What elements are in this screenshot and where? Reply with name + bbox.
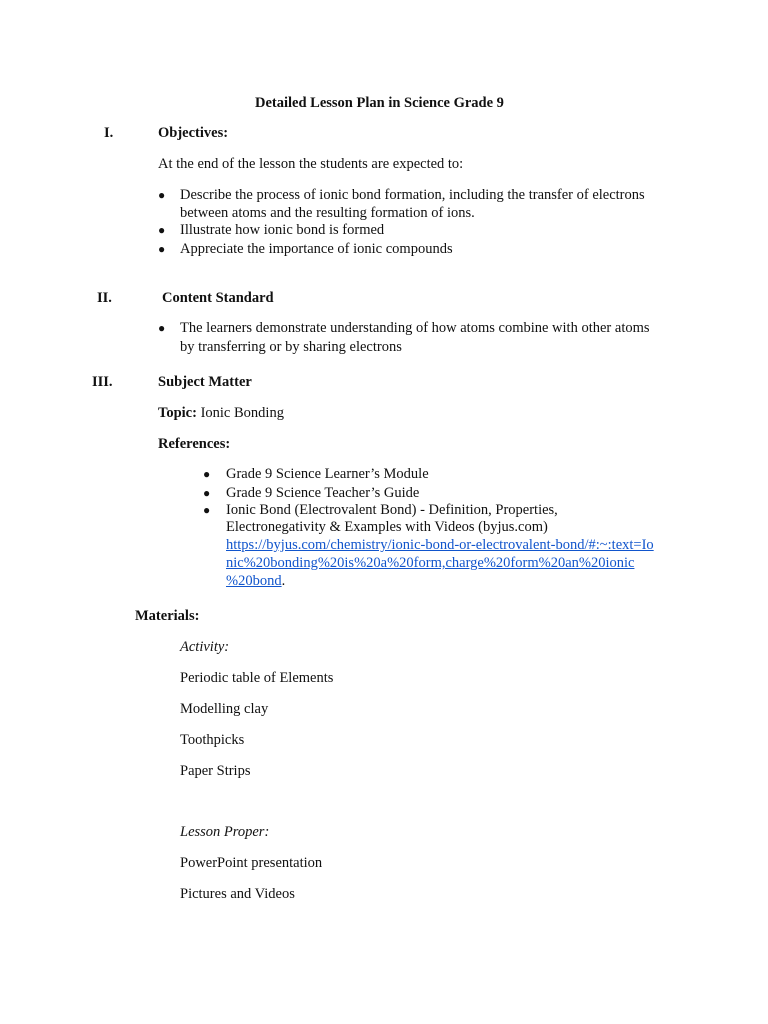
materials-heading: Materials: <box>135 608 200 624</box>
reference-link-line-3 <box>226 572 285 590</box>
section-numeral-1: I. <box>104 125 114 141</box>
objectives-heading: Objectives: <box>158 125 229 141</box>
bullet-icon: ● <box>158 321 166 335</box>
reference-link-line-2[interactable]: nic%20bonding%20is%20a%20form,charge%20form%20an%20ionic <box>226 555 635 571</box>
references-label: References: <box>158 436 231 452</box>
reference-link-end[interactable]: %20bond <box>226 573 282 589</box>
content-standard-heading: Content Standard <box>162 290 274 306</box>
subject-matter-heading: Subject Matter <box>158 374 252 390</box>
topic-label: Topic: <box>158 405 197 421</box>
page-title: Detailed Lesson Plan in Science Grade 9 <box>255 95 504 111</box>
activity-label: Activity: <box>180 639 230 655</box>
reference-item-3-line-1: Ionic Bond (Electrovalent Bond) - Definition, Properties, <box>226 502 558 518</box>
reference-item-2: Grade 9 Science Teacher’s Guide <box>226 485 420 501</box>
bullet-icon: ● <box>158 223 166 237</box>
activity-item-1: Periodic table of Elements <box>180 670 334 686</box>
activity-item-4: Paper Strips <box>180 763 251 779</box>
objective-item-1-line-2: between atoms and the resulting formation of ions. <box>180 205 475 221</box>
topic-value: Ionic Bonding <box>200 405 284 421</box>
objective-item-3: Appreciate the importance of ionic compounds <box>180 241 453 257</box>
activity-item-2: Modelling clay <box>180 701 269 717</box>
lesson-proper-label: Lesson Proper: <box>180 824 270 840</box>
reference-link-line-1[interactable]: https://byjus.com/chemistry/ionic-bond-or-electrovalent-bond/#:~:text=Io <box>226 537 654 553</box>
reference-link-period: . <box>281 573 286 589</box>
activity-item-3: Toothpicks <box>180 732 245 748</box>
bullet-icon: ● <box>203 503 211 517</box>
content-standard-item-line-1: The learners demonstrate understanding of how atoms combine with other atoms <box>180 320 650 336</box>
reference-item-1: Grade 9 Science Learner’s Module <box>226 466 429 482</box>
bullet-icon: ● <box>158 242 166 256</box>
reference-item-3-line-2: Electronegativity & Examples with Videos (byjus.com) <box>226 519 548 535</box>
bullet-icon: ● <box>203 486 211 500</box>
section-numeral-2: II. <box>97 290 112 306</box>
objective-item-1-line-1: Describe the process of ionic bond formation, including the transfer of electrons <box>180 187 645 203</box>
objective-item-2: Illustrate how ionic bond is formed <box>180 222 385 238</box>
lesson-item-1: PowerPoint presentation <box>180 855 323 871</box>
section-numeral-3: III. <box>92 374 113 390</box>
topic-line <box>158 404 284 422</box>
content-standard-item-line-2: by transferring or by sharing electrons <box>180 339 402 355</box>
bullet-icon: ● <box>158 188 166 202</box>
objectives-intro: At the end of the lesson the students are expected to: <box>158 156 464 172</box>
lesson-item-2: Pictures and Videos <box>180 886 295 902</box>
bullet-icon: ● <box>203 467 211 481</box>
